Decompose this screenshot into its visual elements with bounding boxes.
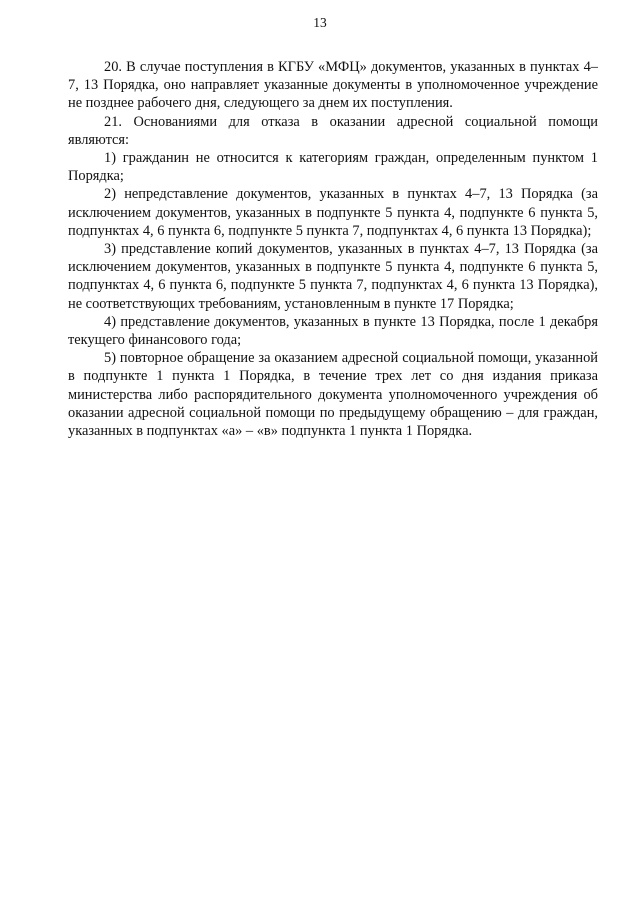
list-item-5: 5) повторное обращение за оказанием адресной социальной помощи, указанной в подпункте 1 пункта 1 Порядка, в течение трех лет со дня издания приказа министерства либо распорядительного документа уполномоченного учреждения об оказании адресной социальной помощи по предыдущему обращению – для граждан, указанных в подпунктах «а» – «в» подпункта 1 пункта 1 Порядка. [68, 350, 598, 440]
list-item-3: 3) представление копий документов, указанных в пунктах 4–7, 13 Порядка (за исключением документов, указанных в подпункте 5 пункта 4, подпункте 6 пункта 5, подпунктах 4, 6 пункта 6, подпункте 5 пункта 7, подпунктах 4, 6 пункта 13 Порядка), не соответствующих требованиям, установленным в пункте 17 Порядка; [68, 241, 598, 312]
list-item-4: 4) представление документов, указанных в пункте 13 Порядка, после 1 декабря текущего финансового года; [68, 313, 598, 349]
document-body [68, 58, 598, 440]
paragraph-20: 20. В случае поступления в КГБУ «МФЦ» документов, указанных в пунктах 4–7, 13 Порядка, оно направляет указанные документы в уполномоченное учреждение не позднее рабочего дня, следующего за днем их поступления. [68, 59, 598, 112]
paragraph-21: 21. Основаниями для отказа в оказании адресной социальной помощи являются: [68, 113, 598, 148]
list-item-1: 1) гражданин не относится к категориям граждан, определенным пунктом 1 Порядка; [68, 150, 598, 185]
page-number: 13 [313, 15, 327, 30]
list-item-2: 2) непредставление документов, указанных в пунктах 4–7, 13 Порядка (за исключением документов, указанных в подпункте 5 пункта 4, подпункте 6 пункта 5, подпунктах 4, 6 пункта 6, подпункте 5 пункта 7, подпунктах 4, 6 пункта 13 Порядка); [68, 186, 598, 239]
